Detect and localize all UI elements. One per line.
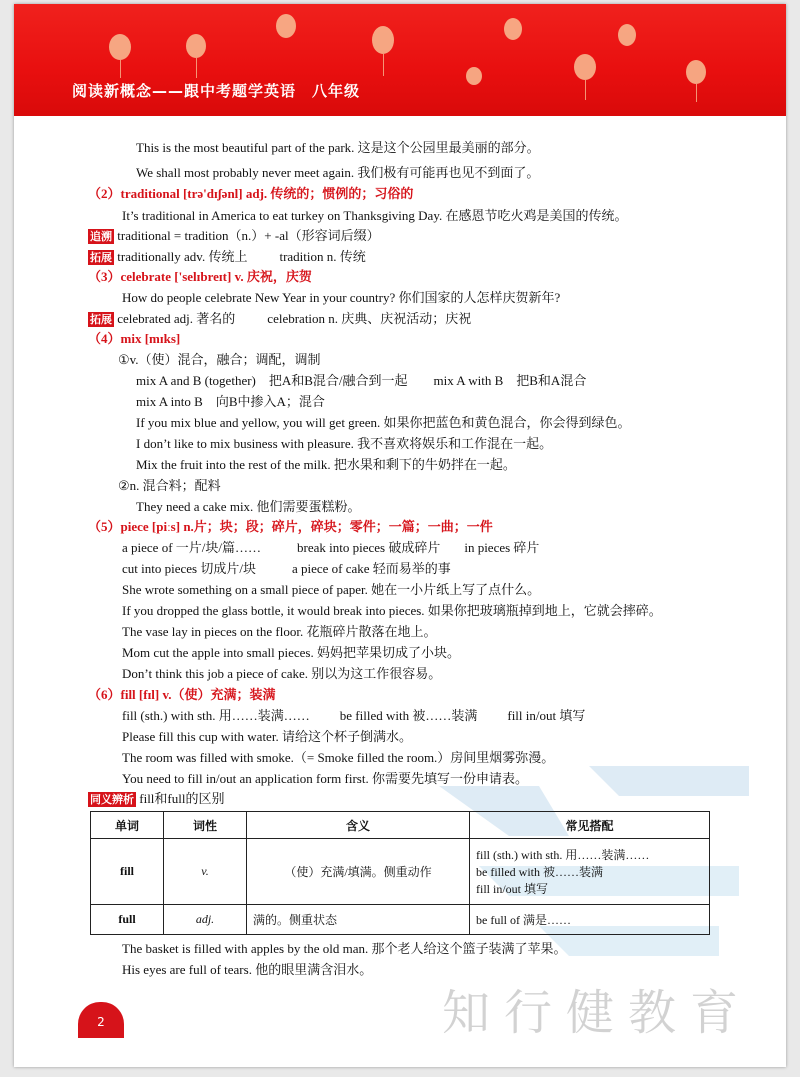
- example-sentence: The room was filled with smoke.（= Smoke filled the room.）房间里烟雾弥漫。: [122, 750, 555, 765]
- phrase-line: [122, 707, 585, 724]
- phrase: a piece of 一片/块/篇……: [122, 540, 261, 555]
- table-cell: [470, 839, 710, 905]
- collocation: be filled with 被……装满: [476, 865, 603, 879]
- table-header: 含义: [247, 812, 470, 839]
- balloon-string: [383, 54, 384, 76]
- table-header-row: [91, 812, 710, 839]
- phrase: fill in/out 填写: [507, 708, 586, 723]
- balloon-icon: [466, 67, 482, 85]
- table-cell: adj.: [164, 905, 247, 935]
- header-banner: [14, 4, 786, 116]
- entry-heading-piece: （5）piece [piːs] n.片；块；段；碎片，碎块；零件；一篇；一曲；一件: [88, 519, 493, 534]
- table-cell: v.: [164, 839, 247, 905]
- example-sentence: You need to fill in/out an application form first. 你需要先填写一份申请表。: [122, 771, 528, 786]
- watermark-text: 知行健教育: [442, 985, 753, 1041]
- phrase: break into pieces 破成碎片: [297, 540, 441, 555]
- tag-synonym: 同义辨析: [90, 793, 134, 806]
- sense-line: ②n. 混合料；配料: [118, 478, 221, 493]
- example-sentence: She wrote something on a small piece of paper. 她在一小片纸上写了点什么。: [122, 582, 541, 597]
- phrase-line: [136, 372, 586, 389]
- example-sentence: How do people celebrate New Year in your country? 你们国家的人怎样庆贺新年?: [122, 290, 561, 305]
- balloon-icon: [504, 18, 522, 40]
- entry-heading-celebrate: （3）celebrate ['selɪbreɪt] v. 庆祝，庆贺: [88, 269, 312, 284]
- table-cell: full: [91, 905, 164, 935]
- phrase: mix A with B 把B和A混合: [433, 373, 587, 388]
- balloon-string: [696, 84, 697, 102]
- sense-line: ①v.（使）混合，融合；调配，调制: [118, 352, 321, 367]
- example-sentence: We shall most probably never meet again. 我们极有可能再也见不到面了。: [136, 165, 540, 180]
- example-sentence: Please fill this cup with water. 请给这个杯子倒满水。: [122, 729, 412, 744]
- phrase: cut into pieces 切成片/块: [122, 561, 256, 576]
- note-text: traditionally adv. 传统上: [117, 249, 248, 264]
- balloon-string: [585, 80, 586, 100]
- tag-extension: 拓展: [90, 313, 112, 326]
- note-text: celebration n. 庆典、庆祝活动；庆祝: [267, 311, 472, 326]
- note-text: tradition n. 传统: [279, 249, 366, 264]
- page-number: 2: [78, 1002, 124, 1038]
- table-cell: fill: [91, 839, 164, 905]
- entry-heading-mix: （4）mix [mɪks]: [88, 331, 181, 346]
- balloon-string: [196, 58, 197, 78]
- phrase: in pieces 碎片: [464, 540, 540, 555]
- table-header: 词性: [164, 812, 247, 839]
- comparison-table: [90, 811, 710, 935]
- table-cell: be full of 满是……: [470, 905, 710, 935]
- example-sentence: The basket is filled with apples by the old man. 那个老人给这个篮子装满了苹果。: [122, 941, 567, 956]
- balloon-icon: [186, 34, 206, 58]
- example-sentence: This is the most beautiful part of the park. 这是这个公园里最美丽的部分。: [136, 140, 540, 155]
- entry-heading-fill: （6）fill [fɪl] v.（使）充满；装满: [88, 687, 276, 702]
- entry-heading-traditional: （2）traditional [trə'dɪʃənl] adj. 传统的；惯例的；习俗的: [88, 186, 414, 201]
- phrase: mix A and B (together) 把A和B混合/融合到一起: [136, 373, 408, 388]
- note-line: [88, 248, 366, 265]
- balloon-string: [120, 60, 121, 78]
- collocation: fill (sth.) with sth. 用……装满……: [476, 848, 650, 862]
- phrase: be filled with 被……装满: [339, 708, 478, 723]
- table-header: 单词: [91, 812, 164, 839]
- balloon-icon: [574, 54, 596, 80]
- example-sentence: It’s traditional in America to eat turkey on Thanksgiving Day. 在感恩节吃火鸡是美国的传统。: [122, 208, 628, 223]
- page: [14, 4, 786, 1067]
- note-text: traditional = tradition（n.）+ -al（形容词后缀）: [117, 228, 380, 243]
- example-sentence: Don’t think this job a piece of cake. 别以为这工作很容易。: [122, 666, 442, 681]
- note-line: [88, 310, 471, 327]
- tag-extension: 拓展: [90, 251, 112, 264]
- note-text: fill和full的区别: [139, 791, 225, 806]
- example-sentence: If you mix blue and yellow, you will get green. 如果你把蓝色和黄色混合，你会得到绿色。: [136, 415, 631, 430]
- balloon-icon: [109, 34, 131, 60]
- balloon-icon: [276, 14, 296, 38]
- tag-trace: 追溯: [90, 230, 112, 243]
- example-sentence: The vase lay in pieces on the floor. 花瓶碎片散落在地上。: [122, 624, 437, 639]
- example-sentence: Mix the fruit into the rest of the milk. 把水果和剩下的牛奶拌在一起。: [136, 457, 516, 472]
- note-line: [88, 227, 380, 244]
- table-row: [91, 905, 710, 935]
- example-sentence: If you dropped the glass bottle, it would break into pieces. 如果你把玻璃瓶掉到地上，它就会摔碎。: [122, 603, 662, 618]
- phrase-line: [122, 560, 451, 577]
- example-sentence: His eyes are full of tears. 他的眼里满含泪水。: [122, 962, 373, 977]
- phrase: fill (sth.) with sth. 用……装满……: [122, 708, 310, 723]
- balloon-icon: [372, 26, 394, 54]
- table-header: 常见搭配: [470, 812, 710, 839]
- note-line: [88, 790, 224, 807]
- balloon-icon: [618, 24, 636, 46]
- table-row: [91, 839, 710, 905]
- table-cell: 满的。侧重状态: [247, 905, 470, 935]
- phrase: a piece of cake 轻而易举的事: [291, 561, 451, 576]
- balloon-icon: [686, 60, 706, 84]
- example-sentence: I don’t like to mix business with pleasure. 我不喜欢将娱乐和工作混在一起。: [136, 436, 553, 451]
- note-text: celebrated adj. 著名的: [117, 311, 236, 326]
- example-sentence: They need a cake mix. 他们需要蛋糕粉。: [136, 499, 361, 514]
- table-cell: （使）充满/填满。侧重动作: [247, 839, 470, 905]
- example-sentence: Mom cut the apple into small pieces. 妈妈把苹果切成了小块。: [122, 645, 460, 660]
- page-title: 阅读新概念——跟中考题学英语 八年级: [72, 82, 361, 100]
- phrase-line: [122, 539, 539, 556]
- phrase: mix A into B 向B中掺入A；混合: [136, 394, 325, 409]
- collocation: fill in/out 填写: [476, 882, 549, 896]
